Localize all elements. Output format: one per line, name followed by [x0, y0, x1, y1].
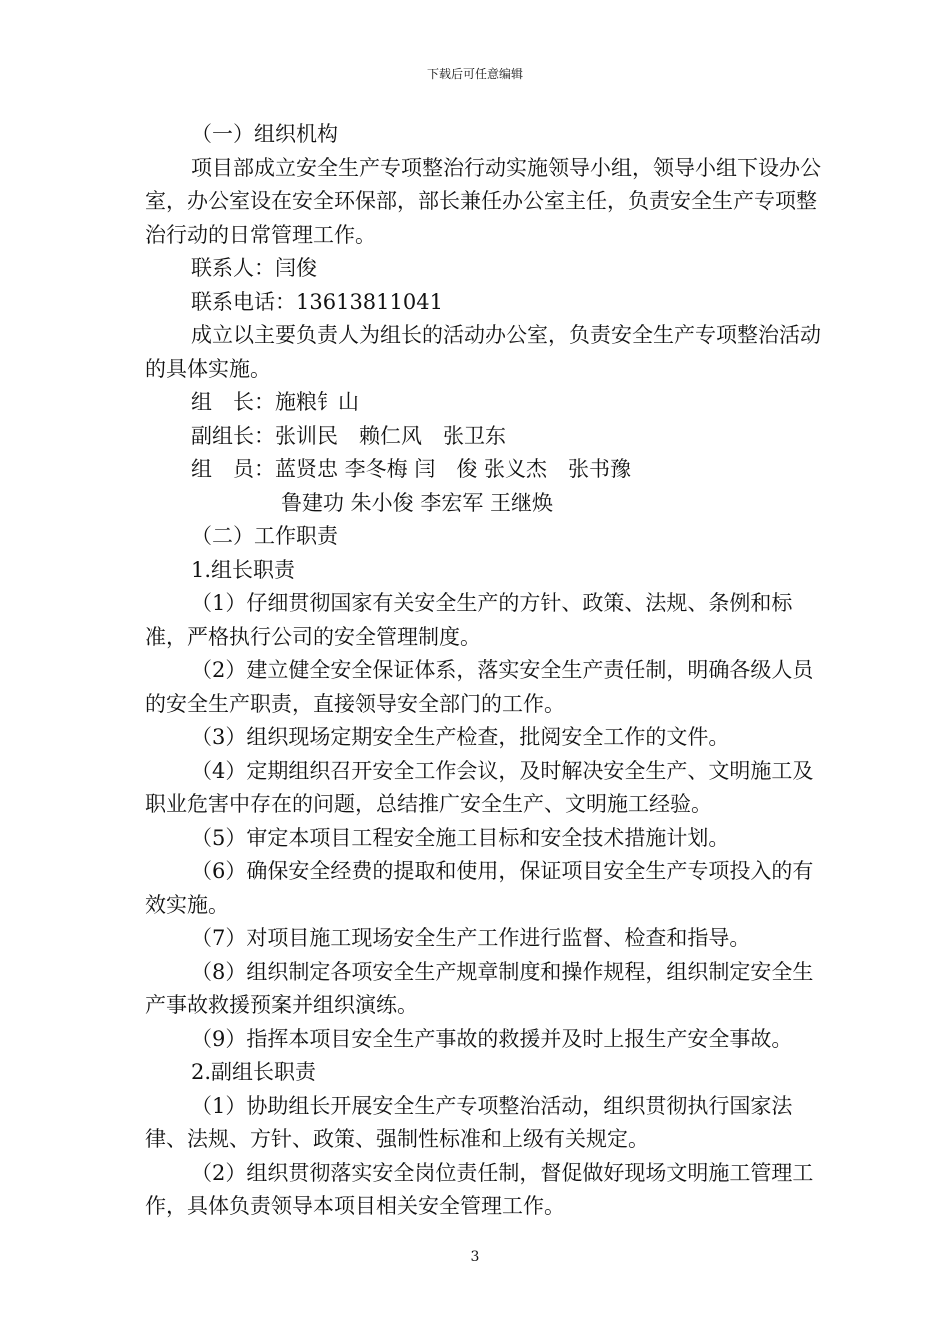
paragraph: （3）组织现场定期安全生产检查，批阅安全工作的文件。	[191, 725, 730, 749]
paragraph: （1）协助组长开展安全生产专项整治活动，组织贯彻执行国家法律、法规、方针、政策、强制性标准和上级有关规定。	[145, 1093, 793, 1151]
paragraph: 联系电话：13613811041	[191, 289, 443, 314]
paragraph: （2）建立健全安全保证体系，落实安全生产责任制，明确各级人员的安全生产职责，直接领导安全部门的工作。	[145, 658, 814, 716]
paragraph: （5）审定本项目工程安全施工目标和安全技术措施计划。	[191, 825, 730, 850]
paragraph: （6）确保安全经费的提取和使用，保证项目安全生产专项投入的有效实施。	[145, 859, 814, 917]
paragraph: 成立以主要负责人为组长的活动办公室，负责安全生产专项整治活动的具体实施。	[145, 323, 821, 381]
paragraph: （一）组织机构	[191, 122, 338, 146]
paragraph: （8）组织制定各项安全生产规章制度和操作规程，组织制定安全生产事故救援预案并组织演练。	[145, 959, 814, 1017]
paragraph: 2.副组长职责	[191, 1060, 317, 1084]
paragraph: （二）工作职责	[191, 524, 338, 548]
page-header: 下载后可任意编辑	[426, 67, 523, 81]
paragraph: 组 长：施粮钅山	[191, 390, 359, 414]
paragraph: （4）定期组织召开安全工作会议，及时解决安全生产、文明施工及职业危害中存在的问题，总结推广安全生产、文明施工经验。	[145, 758, 814, 816]
paragraph: （1）仔细贯彻国家有关安全生产的方针、政策、法规、条例和标准，严格执行公司的安全管理制度。	[145, 591, 793, 649]
page-number: 3	[470, 1249, 480, 1265]
paragraph: 1.组长职责	[191, 557, 296, 582]
paragraph: （9）指挥本项目安全生产事故的救援并及时上报生产安全事故。	[191, 1026, 793, 1051]
paragraph: 项目部成立安全生产专项整治行动实施领导小组，领导小组下设办公室，办公室设在安全环保部，部长兼任办公室主任，负责安全生产专项整治行动的日常管理工作。	[145, 155, 821, 247]
paragraph: （2）组织贯彻落实安全岗位责任制，督促做好现场文明施工管理工作，具体负责领导本项目相关安全管理工作。	[145, 1160, 814, 1218]
paragraph: 组 员：蓝贤忠 李冬梅 闫 俊 张义杰 张书豫	[191, 457, 632, 481]
paragraph: 副组长：张训民 赖仁风 张卫东	[191, 423, 506, 448]
document-body	[145, 118, 825, 1224]
paragraph: 联系人：闫俊	[191, 256, 317, 280]
paragraph: （7）对项目施工现场安全生产工作进行监督、检查和指导。	[191, 926, 751, 950]
paragraph: 鲁建功 朱小俊 李宏军 王继焕	[281, 490, 554, 515]
